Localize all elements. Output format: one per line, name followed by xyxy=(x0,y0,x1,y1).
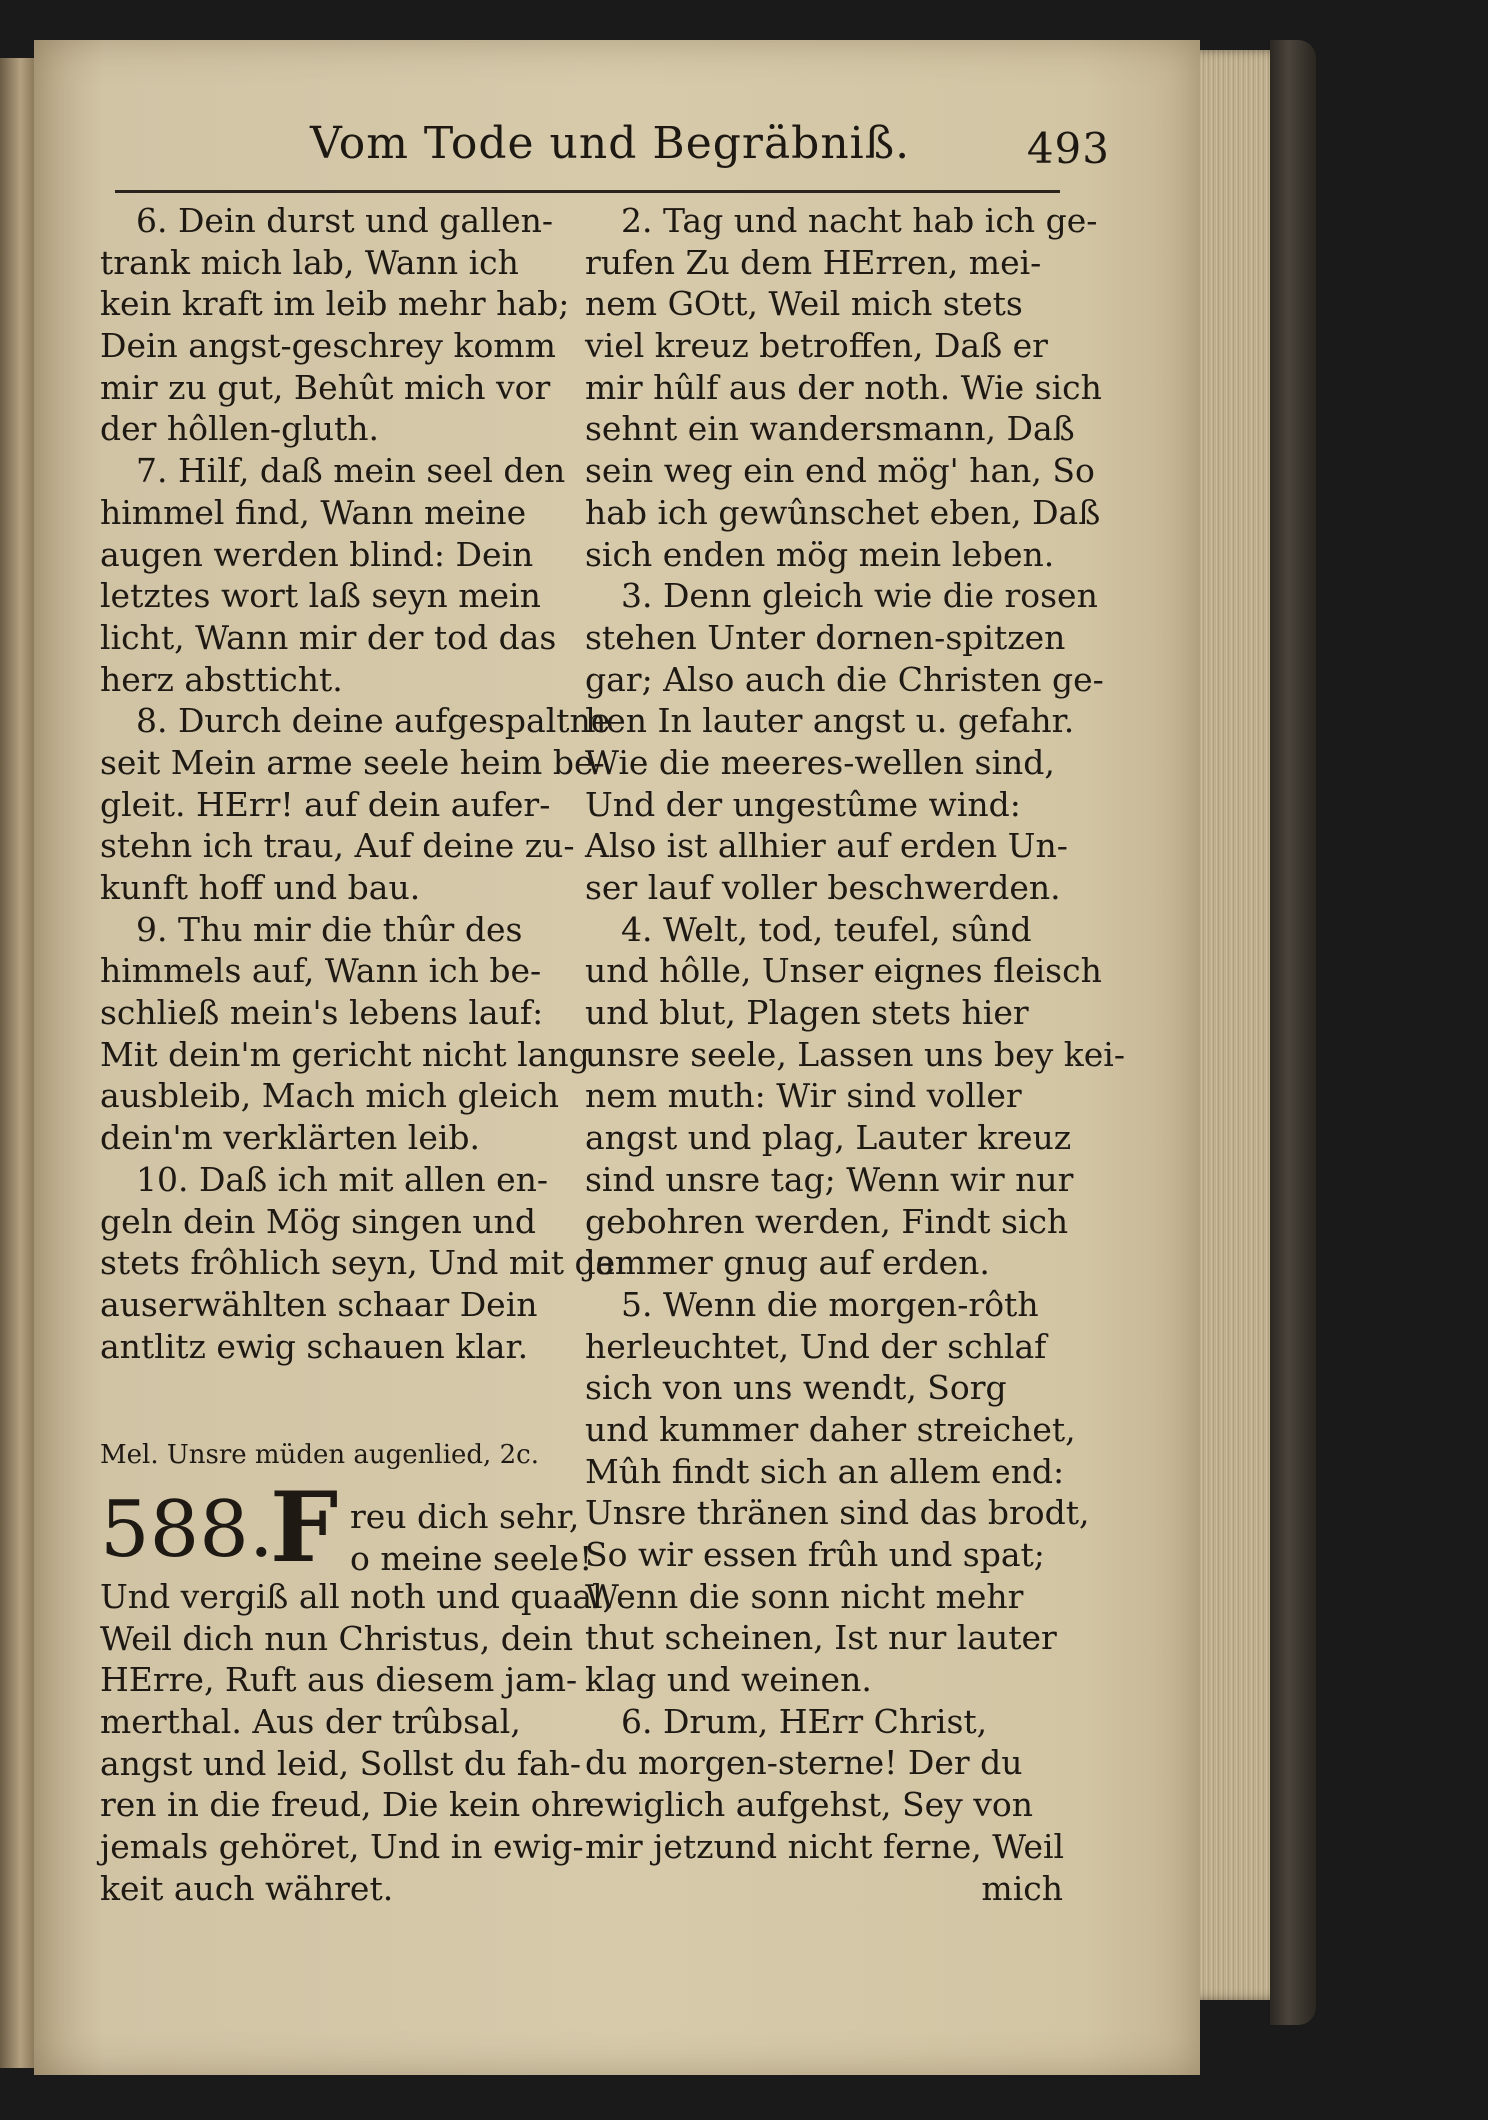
right-column-line: sein weg ein end mög' han, So xyxy=(585,451,1095,491)
left-column-line: kein kraft im leib mehr hab; xyxy=(100,284,570,324)
left-column-line: seit Mein arme seele heim be- xyxy=(100,742,605,782)
left-column-line: stets frôhlich seyn, Und mit der xyxy=(100,1243,631,1283)
left-column-line: letztes wort laß seyn mein xyxy=(100,576,541,616)
hymn-lead-line: o meine seele! xyxy=(350,1538,593,1578)
right-column-line: Also ist allhier auf erden Un- xyxy=(585,826,1068,866)
right-column-line: gar; Also auch die Christen ge- xyxy=(585,659,1104,699)
right-column-line: herleuchtet, Und der schlaf xyxy=(585,1326,1047,1366)
melody-line: Mel. Unsre müden augenlied, 2c. xyxy=(100,1440,539,1470)
left-page-edge xyxy=(0,58,34,2068)
left-column-line: schließ mein's lebens lauf: xyxy=(100,993,544,1033)
right-column-line: Wie die meeres-wellen sind, xyxy=(585,742,1055,782)
hymn-line: HErre, Ruft aus diesem jam- xyxy=(100,1660,578,1700)
hymn-lead-lines xyxy=(350,1496,593,1579)
right-column-line: nem GOtt, Weil mich stets xyxy=(585,284,1023,324)
left-column-line: herz abstticht. xyxy=(100,659,343,699)
hymn-line: keit auch währet. xyxy=(100,1868,394,1908)
left-column-line: ausbleib, Mach mich gleich xyxy=(100,1076,559,1116)
right-column-line: und hôlle, Unser eignes fleisch xyxy=(585,951,1102,991)
left-column-line: dein'm verklärten leib. xyxy=(100,1118,481,1158)
right-column-line: ser lauf voller beschwerden. xyxy=(585,868,1061,907)
left-column-line: augen werden blind: Dein xyxy=(100,534,534,574)
left-column-line: himmels auf, Wann ich be- xyxy=(100,951,542,991)
page-number: 493 xyxy=(1026,124,1110,173)
left-column-line: 10. Daß ich mit allen en- xyxy=(136,1159,549,1199)
left-column-line: auserwählten schaar Dein xyxy=(100,1284,538,1324)
running-header xyxy=(310,118,1110,178)
right-column-line: 3. Denn gleich wie die rosen xyxy=(621,576,1098,616)
right-column-line: hab ich gewûnschet eben, Daß xyxy=(585,492,1101,532)
left-column-line: Mit dein'm gericht nicht lang xyxy=(100,1034,590,1074)
left-column-line: geln dein Mög singen und xyxy=(100,1201,536,1241)
right-column-line: klag und weinen. xyxy=(585,1660,872,1700)
left-column-line: himmel find, Wann meine xyxy=(100,492,527,532)
right-column-line: angst und plag, Lauter kreuz xyxy=(585,1118,1072,1158)
right-column-line: und blut, Plagen stets hier xyxy=(585,993,1029,1033)
left-column-line: mir zu gut, Behût mich vor xyxy=(100,367,551,407)
right-column-line: sich von uns wendt, Sorg xyxy=(585,1368,1007,1408)
right-column-line: thut scheinen, Ist nur lauter xyxy=(585,1618,1057,1658)
right-column-line: rufen Zu dem HErren, mei- xyxy=(585,242,1042,282)
hymn-line: angst und leid, Sollst du fah- xyxy=(100,1743,582,1783)
drop-cap: F xyxy=(270,1471,339,1584)
hymn-number: 588. xyxy=(100,1485,274,1575)
left-column-line: der hôllen-gluth. xyxy=(100,409,380,449)
left-column-line: stehn ich trau, Auf deine zu- xyxy=(100,826,575,866)
right-column-line: unsre seele, Lassen uns bey kei- xyxy=(585,1034,1125,1074)
right-column-line: Und der ungestûme wind: xyxy=(585,784,1021,824)
right-column-line: sind unsre tag; Wenn wir nur xyxy=(585,1159,1074,1199)
right-column-line: 5. Wenn die morgen-rôth xyxy=(621,1284,1039,1324)
left-column-line: licht, Wann mir der tod das xyxy=(100,617,557,657)
left-column-line: trank mich lab, Wann ich xyxy=(100,242,519,282)
left-column-line: kunft hoff und bau. xyxy=(100,868,421,907)
hymn-line: ren in die freud, Die kein ohr xyxy=(100,1785,588,1825)
header-rule xyxy=(115,190,1060,193)
right-column-line: 4. Welt, tod, teufel, sûnd xyxy=(621,909,1032,949)
right-column-line: Unsre thränen sind das brodt, xyxy=(585,1493,1090,1533)
left-column-line: antlitz ewig schauen klar. xyxy=(100,1326,529,1366)
left-column-line: 8. Durch deine aufgespaltne xyxy=(136,701,611,741)
right-column-line: nem muth: Wir sind voller xyxy=(585,1076,1022,1116)
right-column-line: 2. Tag und nacht hab ich ge- xyxy=(621,201,1098,240)
right-column-line: viel kreuz betroffen, Daß er xyxy=(585,326,1048,366)
left-column-line: gleit. HErr! auf dein aufer- xyxy=(100,784,551,824)
right-column-line: ewiglich aufgehst, Sey von xyxy=(585,1785,1034,1825)
left-column-line: Dein angst-geschrey komm xyxy=(100,326,556,366)
right-column-line: Mûh findt sich an allem end: xyxy=(585,1451,1065,1491)
right-column-line: mich xyxy=(981,1868,1063,1908)
right-column-line: sich enden mög mein leben. xyxy=(585,534,1055,574)
right-column-line: gebohren werden, Findt sich xyxy=(585,1201,1069,1241)
hymn-line: Und vergiß all noth und quaal, xyxy=(100,1577,614,1616)
left-column-line: 6. Dein durst und gallen- xyxy=(136,201,554,240)
left-column-line: 9. Thu mir die thûr des xyxy=(136,909,523,949)
left-column xyxy=(100,200,631,1367)
right-column-line: jammer gnug auf erden. xyxy=(585,1243,990,1283)
hymn-body xyxy=(100,1576,614,1910)
right-column-line: stehen Unter dornen-spitzen xyxy=(585,617,1066,657)
right-column-line: 6. Drum, HErr Christ, xyxy=(621,1701,988,1741)
right-column xyxy=(585,200,1125,1909)
right-column-line: hen In lauter angst u. gefahr. xyxy=(585,701,1075,741)
right-column-line: mir hûlf aus der noth. Wie sich xyxy=(585,367,1102,407)
hymn-line: Weil dich nun Christus, dein xyxy=(100,1618,574,1658)
hymn-lead-line: reu dich sehr, xyxy=(350,1497,580,1536)
hymn-line: jemals gehöret, Und in ewig- xyxy=(100,1827,584,1867)
right-column-line: und kummer daher streichet, xyxy=(585,1409,1076,1449)
right-column-line: So wir essen frûh und spat; xyxy=(585,1535,1045,1574)
right-column-line: mir jetzund nicht ferne, Weil xyxy=(585,1826,1065,1866)
running-title: Vom Tode und Begräbniß. xyxy=(310,118,911,169)
right-column-line: sehnt ein wandersmann, Daß xyxy=(585,409,1075,449)
left-column-line: 7. Hilf, daß mein seel den xyxy=(136,451,566,491)
hymn-line: merthal. Aus der trûbsal, xyxy=(100,1702,521,1742)
right-column-line: du morgen-sterne! Der du xyxy=(585,1743,1023,1783)
right-column-line: Wenn die sonn nicht mehr xyxy=(585,1576,1024,1616)
book-cover xyxy=(1270,40,1316,2025)
